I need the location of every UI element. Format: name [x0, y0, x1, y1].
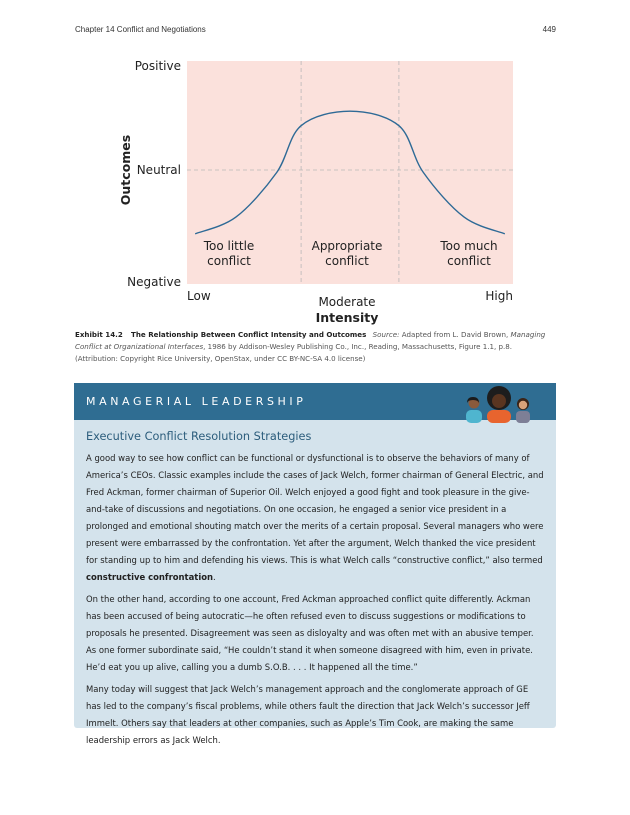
region-label-appropriate-line1: Appropriate: [311, 239, 383, 253]
page-number: 449: [542, 25, 556, 34]
paragraph-1-end: .: [213, 572, 216, 582]
region-label-too-little-line2: conflict: [207, 254, 251, 268]
y-tick-positive: Positive: [134, 59, 181, 73]
caption-source-text: Adapted from L. David Brown,: [401, 330, 509, 339]
managerial-leadership-box: [74, 383, 556, 745]
feature-label: MANAGERIAL LEADERSHIP: [86, 395, 307, 408]
chapter-title: Chapter 14 Conflict and Negotiations: [75, 25, 206, 34]
caption-source-book: Managing Conflict at Organizational Interfaces: [75, 330, 546, 351]
feature-title: Executive Conflict Resolution Strategies: [86, 430, 312, 443]
caption-source-rest: , 1986 by Addison-Wesley Publishing Co., Inc., Reading, Massachusetts, Figure 1.1, p.8. (Attribution: Copyright Rice University, OpenStax, under CC BY-NC-SA 4.0 license): [75, 342, 513, 363]
x-tick-low: Low: [187, 289, 211, 303]
paragraph-2: On the other hand, according to one account, Fred Ackman approached conflict quite differently. Ackman has been accused of being autocratic—he often refused even to discuss suggestions or modifications to proposals he presented. Disagreement was seen as disloyalty and was often met with an abusive temper. As one former subordinate said, “He couldn’t stand it when someone disagreed with him, even in private. He’d eat you up alive, calling you a dumb S.O.B. . . . It happened all the time.”: [86, 594, 534, 672]
conflict-intensity-chart: [75, 52, 556, 327]
x-tick-high: High: [485, 289, 513, 303]
paragraph-1-text: A good way to see how conflict can be functional or dysfunctional is to observe the behaviors of many of America’s CEOs. Classic examples include the cases of Jack Welch, former chairman of General Electric, and Fred Ackman, former chairman of Superior Oil. Welch enjoyed a good fight and took pleasure in the give-and-take of discussions and negotiations. On one occasion, he engaged a senior vice president in a prolonged and emotional shouting match over the merits of a certain proposal. Several managers who were present were embarrassed by the confrontation. Yet after the argument, Welch thanked the vice president for standing up to him and defending his views. This is what Welch calls “constructive conflict,” also termed: [86, 453, 544, 565]
x-tick-moderate: Moderate: [318, 295, 376, 309]
figure-caption: [75, 329, 556, 365]
region-label-appropriate-line2: conflict: [325, 254, 369, 268]
region-label-too-much-line1: Too much: [440, 239, 498, 253]
caption-title: The Relationship Between Conflict Intensity and Outcomes: [131, 330, 367, 339]
chart-svg: [75, 52, 556, 327]
region-label-too-little-line1: Too little: [203, 239, 255, 253]
paragraph-1: [86, 450, 544, 586]
people-illustration-icon: [454, 383, 544, 423]
y-tick-negative: Negative: [127, 275, 181, 289]
key-term: constructive confrontation: [86, 572, 214, 582]
feature-header: [74, 383, 556, 420]
x-axis-title: Intensity: [315, 310, 379, 325]
y-tick-neutral: Neutral: [136, 163, 181, 177]
paragraph-3: Many today will suggest that Jack Welch’s management approach and the conglomerate approach of GE has led to the company’s fiscal problems, while others fault the direction that Jack Welch’s successor Jeff Immelt. Others say that leaders at other companies, such as Apple’s Tim Cook, are making the same leadership errors as Jack Welch.: [86, 684, 530, 745]
region-label-too-much-line2: conflict: [447, 254, 491, 268]
caption-label: Exhibit 14.2: [75, 330, 123, 339]
caption-source-label: Source:: [372, 330, 400, 339]
y-axis-title: Outcomes: [118, 134, 133, 206]
feature-body: [86, 430, 544, 754]
running-header: [75, 25, 556, 39]
